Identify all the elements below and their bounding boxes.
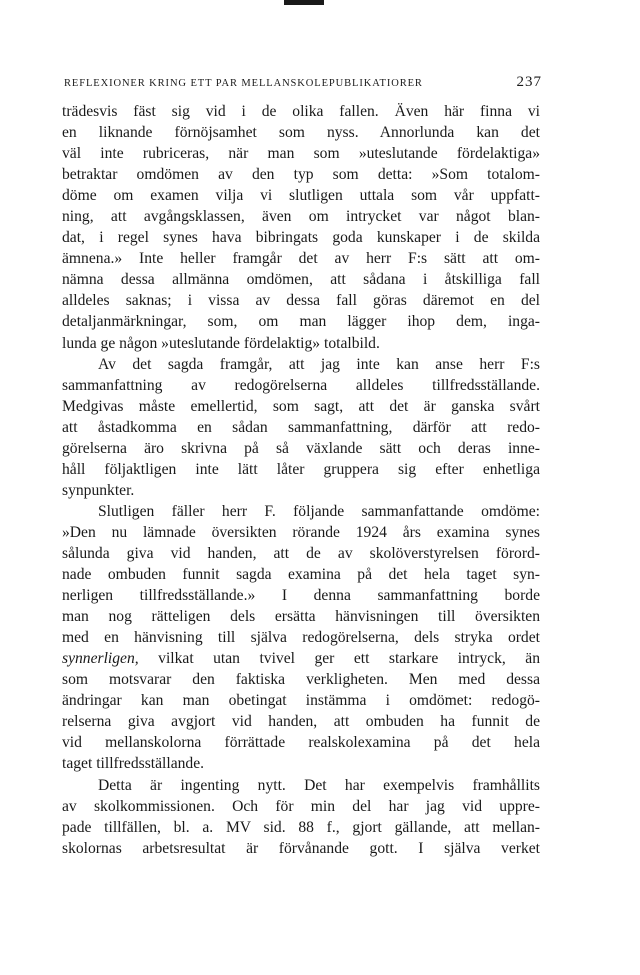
text-line: dat, i regel synes hava bibringats goda kunskaper i de skilda (62, 229, 540, 247)
text-line: håll följaktligen inte lätt låter gruppera sig efter enhetliga (62, 460, 540, 478)
text-line: »Den nu lämnade översikten rörande 1924 års examina synes (62, 523, 540, 541)
text-line: nade ombuden funnit sagda examina på det hela taget syn- (62, 566, 540, 584)
text-line: skolornas arbetsresultat är förvånande gott. I själva verket (62, 839, 540, 857)
text-line: detaljanmärkningar, som, om man lägger ihop dem, inga- (62, 313, 540, 331)
text-line: som motsvarar den faktiska verkligheten. Men med dessa (62, 671, 540, 689)
text-line: alldeles saknas; i vissa av dessa fall göras däremot en del (62, 292, 540, 310)
text-line: sammanfattning av redogörelserna alldeles tillfredsställande. (62, 376, 540, 394)
running-title: REFLEXIONER KRING ETT PAR MELLANSKOLEPUBLIKATIORER (64, 78, 423, 89)
text-line: döme om examen vilja vi slutligen uttala som vår uppfatt- (62, 187, 540, 205)
text-line: en liknande förnöjsamhet som nyss. Annorlunda kan det (62, 124, 540, 142)
text-line: nerligen tillfredsställande.» I denna sammanfattning borde (62, 587, 540, 605)
text-line: man nog rätteligen dels ersätta hänvisningen till översikten (62, 608, 540, 626)
text-line: relserna giva avgjort vid handen, att ombuden ha funnit de (62, 713, 540, 731)
text-line: ning, att avgångsklassen, även om intrycket var något blan- (62, 208, 540, 226)
text-line-rest: vilkat utan tvivel ger ett starkare intryck, än (158, 650, 540, 668)
text-line: nämna dessa allmänna omdömen, att sådana i åtskilliga fall (62, 271, 540, 289)
text-line: av skolkommissionen. Och för min del har jag vid uppre- (62, 797, 540, 815)
page-number: 237 (516, 74, 542, 90)
text-line: trädesvis fäst sig vid i de olika fallen. Även här finna vi (62, 103, 540, 120)
text-line: synpunkter. (62, 481, 135, 499)
text-line: pade tillfällen, bl. a. MV sid. 88 f., gjort gällande, att mellan- (62, 818, 540, 836)
body-text (62, 101, 540, 859)
text-line: Av det sagda framgår, att jag inte kan anse herr F:s (98, 355, 540, 373)
text-line: väl inte rubriceras, när man som »uteslutande fördelaktiga» (62, 145, 540, 163)
text-line: ändringar kan man obetingat instämma i omdömet: redogö- (62, 692, 540, 710)
text-line: vid mellanskolorna förrättade realskolexamina på det hela (62, 734, 540, 752)
text-line: Medgivas måste emellertid, som sagt, att det är ganska svårt (62, 397, 540, 415)
text-line: ämnena.» Inte heller framgår det av herr F:s sätt att om- (62, 250, 540, 268)
running-header (64, 74, 542, 94)
text-line: betraktar omdömen av den typ som detta: »Som totalom- (62, 166, 540, 184)
text-line: sålunda giva vid handen, att de av skolöverstyrelsen förord- (62, 544, 540, 562)
italic-word: synnerligen, (62, 650, 139, 668)
text-line: lunda ge någon »uteslutande fördelaktig» totalbild. (62, 334, 380, 352)
text-line: Detta är ingenting nytt. Det har exempelvis framhållits (98, 776, 540, 794)
text-line-with-italic (62, 648, 540, 669)
top-edge-mark (284, 0, 324, 5)
text-line: med en hänvisning till själva redogörelserna, dels stryka ordet (62, 629, 540, 647)
text-line: att åstadkomma en sådan sammanfattning, därför att redo- (62, 418, 540, 436)
text-line: görelserna äro skrivna på så växlande sätt och deras inne- (62, 439, 540, 457)
text-line: taget tillfredsställande. (62, 755, 205, 773)
text-line: Slutligen fäller herr F. följande sammanfattande omdöme: (98, 502, 540, 520)
